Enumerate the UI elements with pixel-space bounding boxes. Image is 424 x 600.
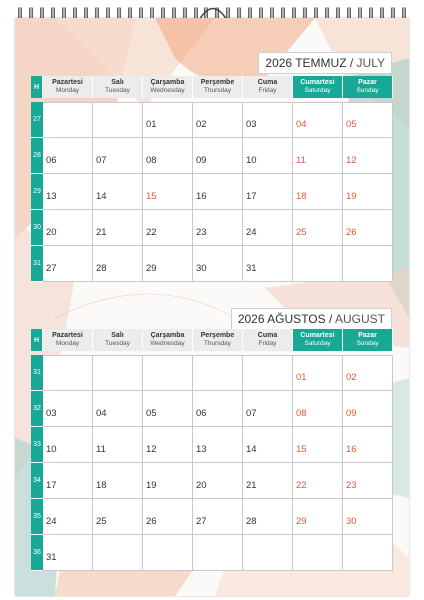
- day-number: 14: [96, 191, 107, 202]
- week-number: 27: [31, 102, 43, 138]
- day-number: 29: [296, 516, 307, 527]
- weekday-name-tr: Cumartesi: [300, 332, 335, 339]
- day-number: 01: [146, 119, 157, 130]
- day-number: 01: [296, 372, 307, 383]
- day-cell[interactable]: [343, 391, 393, 427]
- month-grid: [31, 102, 393, 282]
- month-title-en: AUGUST: [334, 312, 385, 326]
- day-cell[interactable]: [243, 174, 293, 210]
- day-number: 26: [146, 516, 157, 527]
- day-number: 23: [196, 227, 207, 238]
- day-cell[interactable]: [193, 210, 243, 246]
- weekday-name-en: Tuesday: [105, 340, 130, 347]
- day-number: 08: [146, 155, 157, 166]
- day-number: 26: [346, 227, 357, 238]
- day-number: 16: [346, 444, 357, 455]
- day-cell[interactable]: [43, 391, 93, 427]
- day-number: 07: [246, 408, 257, 419]
- day-cell[interactable]: [43, 463, 93, 499]
- weekday-name-en: Wednesday: [150, 87, 185, 94]
- day-number: 31: [46, 552, 57, 563]
- month-title-separator: /: [346, 56, 357, 70]
- week-row: [31, 355, 393, 391]
- month-title-tr: 2026 TEMMUZ: [265, 56, 347, 70]
- day-number: 10: [46, 444, 57, 455]
- day-cell[interactable]: [293, 174, 343, 210]
- day-number: 11: [96, 444, 106, 455]
- day-cell: [43, 355, 93, 391]
- day-number: 19: [146, 480, 157, 491]
- day-number: 27: [196, 516, 207, 527]
- day-cell[interactable]: [293, 210, 343, 246]
- day-cell[interactable]: [343, 102, 393, 138]
- day-number: 31: [246, 263, 257, 274]
- day-cell[interactable]: [243, 210, 293, 246]
- week-row: [31, 210, 393, 246]
- day-number: 18: [96, 480, 107, 491]
- day-cell[interactable]: [143, 102, 193, 138]
- day-cell[interactable]: [343, 463, 393, 499]
- weekday-name-en: Sunday: [356, 340, 379, 347]
- weekday-name-tr: Perşembe: [200, 332, 235, 339]
- day-number: 15: [146, 191, 157, 202]
- day-number: 24: [246, 227, 257, 238]
- day-number: 06: [46, 155, 57, 166]
- day-cell[interactable]: [43, 138, 93, 174]
- day-cell[interactable]: [293, 391, 343, 427]
- day-number: 20: [196, 480, 207, 491]
- day-cell[interactable]: [243, 463, 293, 499]
- week-number-header: H: [31, 76, 43, 98]
- week-number-header: H: [31, 329, 43, 351]
- weekday-header: [43, 329, 93, 351]
- day-cell[interactable]: [143, 210, 193, 246]
- day-number: 06: [196, 408, 207, 419]
- day-cell: [243, 535, 293, 571]
- week-number: 33: [31, 427, 43, 463]
- day-number: 07: [96, 155, 107, 166]
- day-cell[interactable]: [243, 246, 293, 282]
- day-number: 19: [346, 191, 357, 202]
- weekday-header-row: [31, 329, 393, 351]
- day-number: 02: [196, 119, 207, 130]
- day-cell: [343, 535, 393, 571]
- weekday-name-en: Monday: [55, 340, 80, 347]
- week-number: 30: [31, 210, 43, 246]
- weekday-name-tr: Çarşamba: [150, 79, 185, 86]
- day-cell: [193, 535, 243, 571]
- day-cell[interactable]: [193, 427, 243, 463]
- day-cell: [143, 535, 193, 571]
- weekday-name-en: Wednesday: [150, 340, 185, 347]
- day-cell[interactable]: [193, 391, 243, 427]
- day-number: 28: [96, 263, 107, 274]
- day-cell[interactable]: [43, 535, 93, 571]
- week-row: [31, 535, 393, 571]
- weekday-header: [343, 329, 393, 351]
- weekday-name-tr: Cuma: [257, 79, 278, 86]
- day-number: 22: [296, 480, 307, 491]
- weekday-header: [93, 329, 143, 351]
- day-cell: [143, 355, 193, 391]
- day-cell[interactable]: [93, 210, 143, 246]
- day-cell[interactable]: [193, 463, 243, 499]
- week-number: 28: [31, 138, 43, 174]
- day-number: 04: [96, 408, 107, 419]
- day-cell[interactable]: [193, 174, 243, 210]
- day-number: 25: [96, 516, 107, 527]
- day-number: 03: [246, 119, 257, 130]
- day-cell[interactable]: [93, 463, 143, 499]
- week-number: 35: [31, 499, 43, 535]
- day-number: 04: [296, 119, 307, 130]
- day-number: 05: [346, 119, 357, 130]
- week-row: [31, 102, 393, 138]
- weekday-header: [293, 76, 343, 98]
- weekday-header: [193, 329, 243, 351]
- day-number: 16: [196, 191, 207, 202]
- day-number: 25: [296, 227, 307, 238]
- weekday-header-row: [31, 76, 393, 98]
- day-cell[interactable]: [143, 391, 193, 427]
- weekday-header: [343, 76, 393, 98]
- week-row: [31, 499, 393, 535]
- weekday-name-tr: Pazartesi: [52, 79, 83, 86]
- day-cell[interactable]: [93, 138, 143, 174]
- day-number: 13: [196, 444, 207, 455]
- day-cell[interactable]: [243, 427, 293, 463]
- day-cell[interactable]: [143, 138, 193, 174]
- weekday-name-en: Monday: [55, 87, 80, 94]
- day-cell: [93, 355, 143, 391]
- weekday-name-en: Saturday: [304, 87, 331, 94]
- day-cell[interactable]: [243, 499, 293, 535]
- weekday-name-tr: Pazar: [358, 332, 377, 339]
- day-cell[interactable]: [143, 427, 193, 463]
- weekday-header: [43, 76, 93, 98]
- weekday-name-tr: Pazartesi: [52, 332, 83, 339]
- day-cell[interactable]: [193, 499, 243, 535]
- weekday-header: [293, 329, 343, 351]
- day-number: 17: [246, 191, 257, 202]
- day-cell[interactable]: [193, 102, 243, 138]
- month-title-separator: /: [325, 312, 335, 326]
- weekday-name-en: Thursday: [203, 340, 232, 347]
- weekday-name-en: Friday: [258, 340, 277, 347]
- weekday-header: [143, 76, 193, 98]
- day-cell[interactable]: [343, 427, 393, 463]
- month-title: [231, 308, 392, 330]
- weekday-name-en: Friday: [258, 87, 277, 94]
- day-cell[interactable]: [343, 355, 393, 391]
- day-number: 10: [246, 155, 257, 166]
- day-cell: [293, 246, 343, 282]
- weekday-header: [93, 76, 143, 98]
- day-cell[interactable]: [93, 499, 143, 535]
- day-cell[interactable]: [293, 499, 343, 535]
- day-number: 05: [146, 408, 157, 419]
- day-cell[interactable]: [143, 463, 193, 499]
- weekday-name-tr: Salı: [111, 332, 124, 339]
- day-number: 17: [46, 480, 57, 491]
- day-cell[interactable]: [293, 355, 343, 391]
- day-cell[interactable]: [93, 174, 143, 210]
- week-row: [31, 138, 393, 174]
- day-cell[interactable]: [93, 246, 143, 282]
- week-row: [31, 246, 393, 282]
- week-number: 34: [31, 463, 43, 499]
- weekday-name-en: Sunday: [356, 87, 379, 94]
- day-number: 02: [346, 372, 357, 383]
- day-cell[interactable]: [343, 138, 393, 174]
- day-cell[interactable]: [343, 174, 393, 210]
- day-cell: [193, 355, 243, 391]
- day-number: 12: [346, 155, 357, 166]
- month-title: [258, 52, 392, 74]
- day-number: 24: [46, 516, 57, 527]
- weekday-name-tr: Çarşamba: [150, 332, 185, 339]
- weekday-name-tr: Cumartesi: [300, 79, 335, 86]
- month-title-en: JULY: [356, 56, 385, 70]
- week-number: 29: [31, 174, 43, 210]
- day-cell[interactable]: [43, 174, 93, 210]
- weekday-name-tr: Pazar: [358, 79, 377, 86]
- day-number: 20: [46, 227, 57, 238]
- day-number: 28: [246, 516, 257, 527]
- week-number: 36: [31, 535, 43, 571]
- day-number: 29: [146, 263, 157, 274]
- day-cell[interactable]: [243, 391, 293, 427]
- day-cell[interactable]: [143, 499, 193, 535]
- day-number: 21: [96, 227, 107, 238]
- day-number: 09: [196, 155, 207, 166]
- weekday-name-tr: Salı: [111, 79, 124, 86]
- week-row: [31, 427, 393, 463]
- day-cell[interactable]: [193, 138, 243, 174]
- day-number: 14: [246, 444, 257, 455]
- day-number: 23: [346, 480, 357, 491]
- day-cell[interactable]: [43, 427, 93, 463]
- day-number: 03: [46, 408, 57, 419]
- day-number: 27: [46, 263, 57, 274]
- day-cell[interactable]: [293, 427, 343, 463]
- day-number: 30: [196, 263, 207, 274]
- day-cell: [293, 535, 343, 571]
- week-number: 32: [31, 391, 43, 427]
- day-cell[interactable]: [293, 463, 343, 499]
- day-number: 15: [296, 444, 307, 455]
- day-cell[interactable]: [243, 102, 293, 138]
- day-cell[interactable]: [293, 102, 343, 138]
- day-cell[interactable]: [293, 138, 343, 174]
- weekday-name-en: Thursday: [203, 87, 232, 94]
- day-cell[interactable]: [193, 246, 243, 282]
- day-cell[interactable]: [343, 499, 393, 535]
- day-cell: [93, 102, 143, 138]
- weekday-header: [243, 329, 293, 351]
- week-row: [31, 174, 393, 210]
- weekday-header: [143, 329, 193, 351]
- day-number: 11: [296, 155, 306, 166]
- day-cell: [243, 355, 293, 391]
- day-cell[interactable]: [43, 210, 93, 246]
- weekday-name-tr: Cuma: [257, 332, 278, 339]
- month-grid: [31, 355, 393, 571]
- day-number: 13: [46, 191, 57, 202]
- day-cell[interactable]: [143, 246, 193, 282]
- day-number: 22: [146, 227, 157, 238]
- day-number: 12: [146, 444, 157, 455]
- day-cell: [93, 535, 143, 571]
- week-number: 31: [31, 246, 43, 282]
- day-cell: [43, 102, 93, 138]
- week-row: [31, 391, 393, 427]
- day-number: 21: [246, 480, 257, 491]
- weekday-name-tr: Perşembe: [200, 79, 235, 86]
- day-cell[interactable]: [43, 499, 93, 535]
- weekday-name-en: Saturday: [304, 340, 331, 347]
- weekday-header: [193, 76, 243, 98]
- day-cell[interactable]: [143, 174, 193, 210]
- day-cell[interactable]: [343, 210, 393, 246]
- weekday-header: [243, 76, 293, 98]
- day-cell: [343, 246, 393, 282]
- day-cell[interactable]: [243, 138, 293, 174]
- day-number: 09: [346, 408, 357, 419]
- weekday-name-en: Tuesday: [105, 87, 130, 94]
- day-cell[interactable]: [93, 391, 143, 427]
- week-number: 31: [31, 355, 43, 391]
- day-cell[interactable]: [43, 246, 93, 282]
- day-number: 08: [296, 408, 307, 419]
- day-number: 30: [346, 516, 357, 527]
- week-row: [31, 463, 393, 499]
- month-title-tr: 2026 AĞUSTOS: [237, 312, 326, 326]
- day-cell[interactable]: [93, 427, 143, 463]
- day-number: 18: [296, 191, 307, 202]
